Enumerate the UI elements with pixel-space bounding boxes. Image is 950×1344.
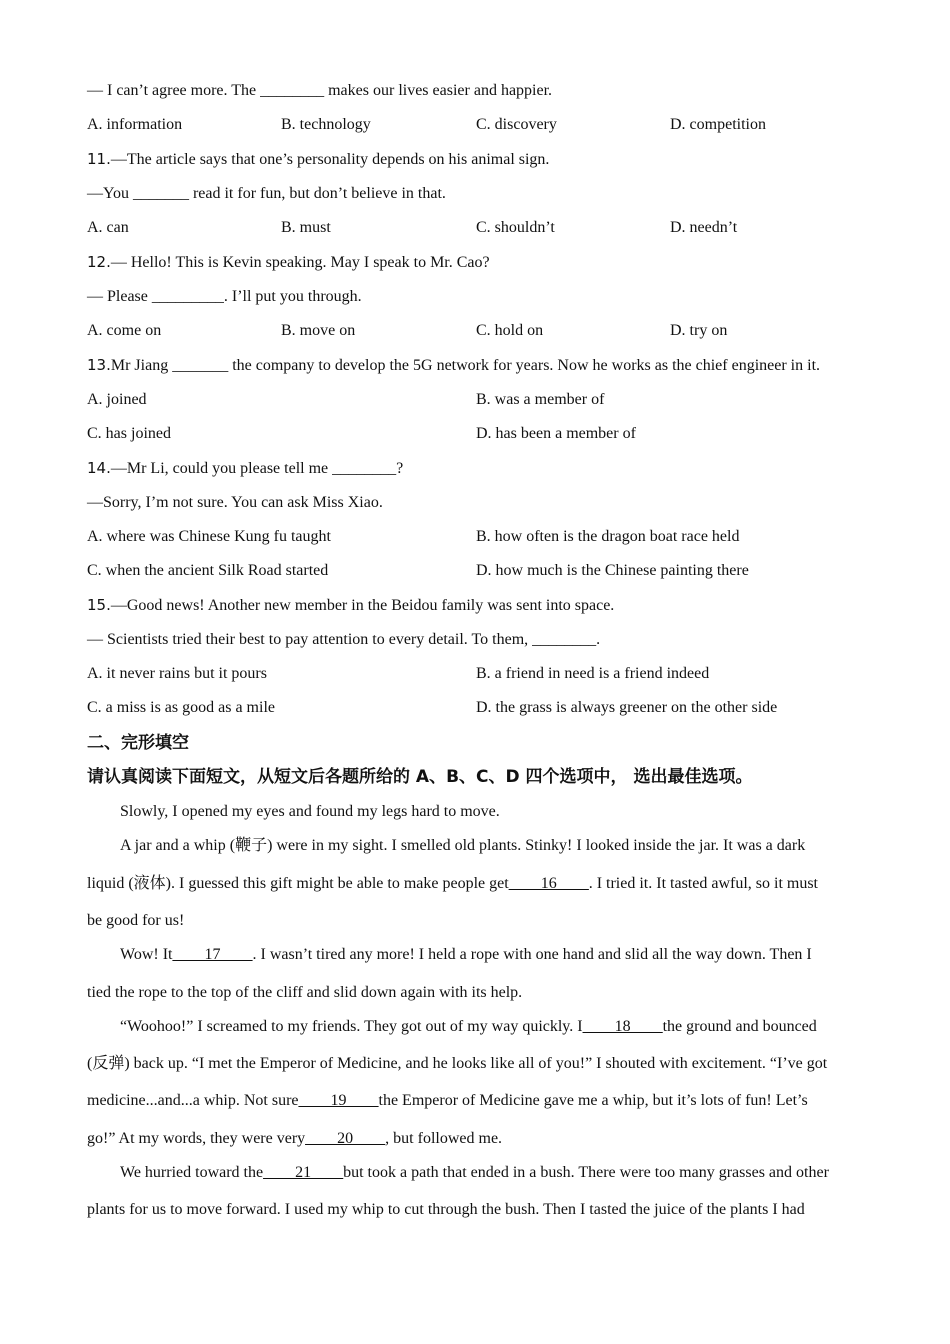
- section-heading: 二、完形填空: [87, 733, 189, 753]
- text-run: the Emperor of Medicine gave me a whip, but it’s lots of fun! Let’s: [378, 1092, 808, 1109]
- q12-option-c[interactable]: C. hold on: [476, 322, 544, 339]
- passage-p2-line1: A jar and a whip (鞭子) were in my sight. I smelled old plants. Stinky! I looked inside the jar. It was a dark: [120, 837, 806, 854]
- q10-option-d[interactable]: D. competition: [670, 116, 766, 133]
- q10-option-a[interactable]: A. information: [87, 116, 183, 133]
- passage-p5-line2: plants for us to move forward. I used my whip to cut through the bush. Then I tasted the juice of the plants I had: [87, 1201, 805, 1218]
- blank-21[interactable]: ____21____: [263, 1164, 344, 1181]
- q11-option-c[interactable]: C. shouldn’t: [476, 219, 555, 236]
- passage-p4-line4: [87, 1129, 877, 1149]
- q15-option-a[interactable]: A. it never rains but it pours: [87, 665, 267, 682]
- passage-p4-line2: (反弹) back up. “I met the Emperor of Medicine, and he looks like all of you!” I shouted with excitement. “I’ve got: [87, 1055, 828, 1072]
- blank-17[interactable]: ____17____: [172, 946, 253, 963]
- q11-line1: —The article says that one’s personality depends on his animal sign.: [110, 151, 550, 168]
- q14-option-b[interactable]: B. how often is the dragon boat race held: [476, 528, 740, 545]
- text-run: liquid (液体). I guessed this gift might be able to make people get: [87, 875, 509, 892]
- q12-option-b[interactable]: B. move on: [281, 322, 356, 339]
- q14-option-d[interactable]: D. how much is the Chinese painting there: [476, 562, 749, 579]
- q15-line1: —Good news! Another new member in the Beidou family was sent into space.: [110, 597, 615, 614]
- q12-number: 12.: [87, 253, 111, 271]
- blank-18[interactable]: ____18____: [582, 1018, 663, 1035]
- q13-option-d[interactable]: D. has been a member of: [476, 425, 636, 442]
- q13-prompt: [87, 355, 820, 376]
- text-run: medicine...and...a whip. Not sure: [87, 1092, 299, 1109]
- q14-prompt: [87, 458, 403, 479]
- q12-option-a[interactable]: A. come on: [87, 322, 162, 339]
- q13-option-c[interactable]: C. has joined: [87, 425, 171, 442]
- text-run: go!” At my words, they were very: [87, 1130, 306, 1147]
- q12-line2: — Please _________. I’ll put you through.: [87, 288, 362, 305]
- q11-line2: —You _______ read it for fun, but don’t believe in that.: [87, 185, 446, 202]
- section-instruction: 请认真阅读下面短文，从短文后各题所给的 A、B、C、D 四个选项中， 选出最佳选项。: [87, 767, 753, 787]
- text-run: . I wasn’t tired any more! I held a rope with one hand and slid all the way down. Then I: [252, 946, 812, 963]
- q10-option-b[interactable]: B. technology: [281, 116, 371, 133]
- passage-p2-line2: [87, 874, 877, 894]
- q11-number: 11.: [87, 150, 111, 168]
- text-run: “Woohoo!” I screamed to my friends. They got out of my way quickly. I: [120, 1018, 583, 1035]
- q14-option-c[interactable]: C. when the ancient Silk Road started: [87, 562, 329, 579]
- q13-option-a[interactable]: A. joined: [87, 391, 147, 408]
- text-run: , but followed me.: [385, 1130, 503, 1147]
- q15-option-b[interactable]: B. a friend in need is a friend indeed: [476, 665, 710, 682]
- q14-line1: —Mr Li, could you please tell me ________?: [110, 460, 404, 477]
- blank-20[interactable]: ____20____: [305, 1130, 386, 1147]
- text-run: but took a path that ended in a bush. There were too many grasses and other: [343, 1164, 829, 1181]
- q14-option-a[interactable]: A. where was Chinese Kung fu taught: [87, 528, 331, 545]
- q15-option-c[interactable]: C. a miss is as good as a mile: [87, 699, 275, 716]
- q10-response: — I can’t agree more. The ________ makes our lives easier and happier.: [87, 82, 553, 99]
- q15-line2: — Scientists tried their best to pay attention to every detail. To them, ________.: [87, 631, 601, 648]
- q12-prompt: [87, 252, 490, 273]
- passage-p4-line1: [120, 1017, 910, 1037]
- q13-line1: Mr Jiang _______ the company to develop the 5G network for years. Now he works as the chief engineer in it.: [110, 357, 821, 374]
- q11-prompt: [87, 149, 549, 170]
- q15-number: 15.: [87, 596, 111, 614]
- q12-line1: — Hello! This is Kevin speaking. May I speak to Mr. Cao?: [110, 254, 490, 271]
- blank-16[interactable]: ____16____: [508, 875, 589, 892]
- text-run: Wow! It: [120, 946, 173, 963]
- passage-p2-line3: be good for us!: [87, 912, 185, 929]
- passage-p4-line3: [87, 1091, 877, 1111]
- q13-option-b[interactable]: B. was a member of: [476, 391, 605, 408]
- q14-number: 14.: [87, 459, 111, 477]
- q11-option-b[interactable]: B. must: [281, 219, 331, 236]
- passage-p1: Slowly, I opened my eyes and found my legs hard to move.: [120, 803, 500, 820]
- text-run: the ground and bounced: [662, 1018, 817, 1035]
- q11-option-a[interactable]: A. can: [87, 219, 129, 236]
- q14-line2: —Sorry, I’m not sure. You can ask Miss Xiao.: [87, 494, 383, 511]
- text-run: . I tried it. It tasted awful, so it must: [588, 875, 818, 892]
- passage-p3-line1: [120, 945, 910, 965]
- q12-option-d[interactable]: D. try on: [670, 322, 728, 339]
- q15-prompt: [87, 595, 614, 616]
- q13-number: 13.: [87, 356, 111, 374]
- blank-19[interactable]: ____19____: [298, 1092, 379, 1109]
- q10-option-c[interactable]: C. discovery: [476, 116, 557, 133]
- passage-p5-line1: [120, 1163, 910, 1183]
- text-run: We hurried toward the: [120, 1164, 264, 1181]
- passage-p3-line2: tied the rope to the top of the cliff and slid down again with its help.: [87, 984, 523, 1001]
- q11-option-d[interactable]: D. needn’t: [670, 219, 738, 236]
- q15-option-d[interactable]: D. the grass is always greener on the other side: [476, 699, 778, 716]
